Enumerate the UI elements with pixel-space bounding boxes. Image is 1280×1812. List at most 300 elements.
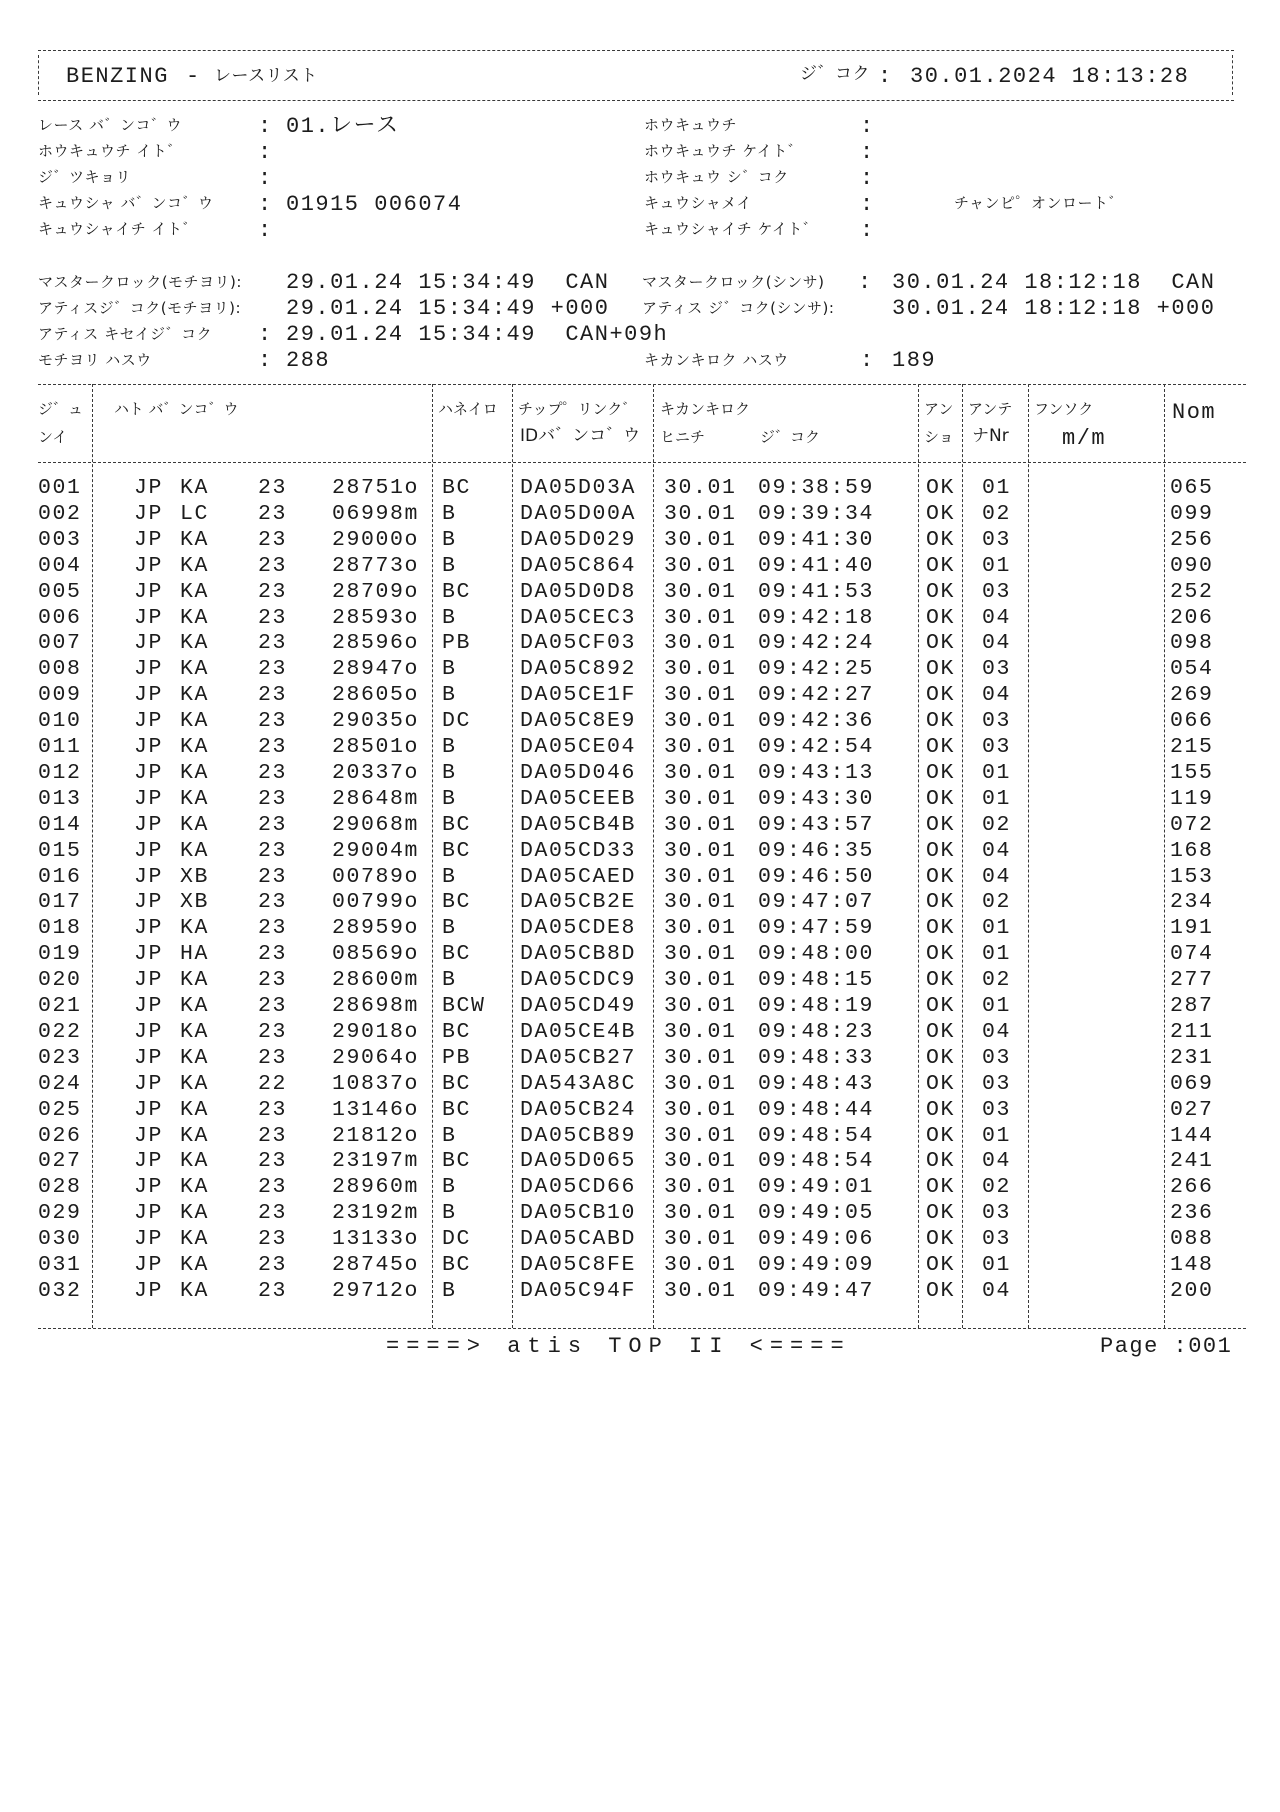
list-title: レースリスト: [214, 66, 318, 86]
cell-time: 09:48:43: [758, 1071, 875, 1096]
cell-date: 30.01: [664, 1227, 737, 1252]
table-row: [0, 786, 1280, 815]
header-left-bar: [38, 55, 39, 95]
cell-time: 09:42:24: [758, 631, 875, 656]
actual-distance-colon: :: [258, 166, 273, 191]
cell-ring: 29000o: [332, 527, 420, 552]
recorded-count-label: キカンキロク ハスウ: [644, 351, 789, 369]
cell-chip: DA05C864: [520, 553, 637, 578]
atis-time-set-value: 30.01.24 18:12:18 +000: [892, 296, 1216, 321]
cell-ant: 04: [982, 631, 1012, 656]
system-footer: ====> atis TOP II <====: [386, 1334, 851, 1359]
header-timestamp: 30.01.2024 18:13:28: [910, 64, 1190, 89]
table-row: [0, 918, 1280, 944]
cell-time: 09:41:30: [758, 527, 875, 552]
cell-chip: DA05CB2E: [520, 890, 637, 915]
cell-year: 23: [258, 890, 288, 915]
cell-color: B: [442, 968, 457, 993]
cell-nom: 144: [1170, 1123, 1214, 1148]
cell-time: 09:46:50: [758, 864, 875, 889]
cell-year: 23: [258, 657, 288, 682]
cell-year: 23: [258, 1278, 288, 1303]
cell-time: 09:41:40: [758, 553, 875, 578]
cell-ant: 04: [982, 838, 1012, 863]
cell-country: JP: [134, 579, 164, 604]
master-clock-home-value: 29.01.24 15:34:49 CAN: [286, 270, 610, 295]
cell-status: OK: [926, 1071, 956, 1096]
cell-date: 30.01: [664, 631, 737, 656]
cell-ant: 03: [982, 1071, 1012, 1096]
header-top-rule: [38, 50, 1234, 51]
cell-chip: DA05CD33: [520, 838, 637, 863]
cell-ant: 03: [982, 1201, 1012, 1226]
cell-status: OK: [926, 890, 956, 915]
release-time-colon: :: [860, 166, 875, 191]
loft-location-colon: :: [258, 218, 273, 243]
cell-chip: DA05CB24: [520, 1097, 637, 1122]
cell-ant: 04: [982, 864, 1012, 889]
cell-color: B: [442, 1201, 457, 1226]
atis-standard-time-colon: :: [258, 322, 273, 347]
cell-status: OK: [926, 1175, 956, 1200]
time-colon: :: [878, 64, 893, 89]
cell-time: 09:49:05: [758, 1201, 875, 1226]
cell-country: JP: [134, 1253, 164, 1277]
table-row: [0, 892, 1280, 918]
cell-time: 09:42:54: [758, 735, 875, 759]
cell-time: 09:48:23: [758, 1019, 875, 1044]
cell-ring: 28959o: [332, 916, 420, 941]
table-row: [0, 579, 1280, 608]
cell-year: 23: [258, 1253, 288, 1277]
cell-club: KA: [180, 1201, 210, 1226]
cell-chip: DA05D03A: [520, 476, 637, 500]
cell-color: BC: [442, 942, 472, 967]
cell-color: B: [442, 916, 457, 941]
cell-date: 30.01: [664, 890, 737, 915]
cell-chip: DA05CE4B: [520, 1019, 637, 1044]
cell-ring: 28960m: [332, 1175, 420, 1200]
cell-date: 30.01: [664, 942, 737, 967]
cell-club: KA: [180, 1071, 210, 1096]
cell-date: 30.01: [664, 579, 737, 604]
table-row: [0, 685, 1280, 711]
cell-country: JP: [134, 657, 164, 682]
release-site-longitude-colon: :: [860, 140, 875, 165]
table-bottom-rule: [38, 1328, 1246, 1329]
cell-country: JP: [134, 709, 164, 734]
cell-year: 23: [258, 1175, 288, 1200]
cell-ring: 29018o: [332, 1019, 420, 1044]
cell-color: BC: [442, 1149, 472, 1174]
cell-ring: 00789o: [332, 864, 420, 889]
cell-club: KA: [180, 968, 210, 993]
cell-year: 23: [258, 476, 288, 500]
cell-club: KA: [180, 683, 210, 708]
cell-nom: 099: [1170, 501, 1214, 526]
cell-ant: 04: [982, 605, 1012, 630]
cell-year: 23: [258, 1045, 288, 1070]
cell-club: KA: [180, 476, 210, 500]
cell-nom: 191: [1170, 916, 1214, 941]
col-speed-head-1: フンソク: [1034, 400, 1094, 418]
cell-ant: 03: [982, 1097, 1012, 1122]
table-header-rule: [38, 462, 1246, 463]
loft-name-label: キュウシャメイ: [644, 194, 752, 212]
cell-status: OK: [926, 760, 956, 785]
cell-nom: 200: [1170, 1278, 1214, 1303]
table-row: [0, 1177, 1280, 1203]
cell-date: 30.01: [664, 1149, 737, 1174]
cell-nom: 236: [1170, 1201, 1214, 1226]
cell-status: OK: [926, 683, 956, 708]
table-row: [0, 737, 1280, 763]
cell-rank: 022: [38, 1019, 82, 1044]
cell-club: KA: [180, 1253, 210, 1277]
table-row: [0, 864, 1280, 893]
cell-nom: 287: [1170, 994, 1214, 1018]
cell-rank: 007: [38, 631, 82, 656]
col-rank-head-2: ンイ: [38, 428, 68, 446]
col-chip-head-1: チップ゜リンク゛: [518, 400, 638, 418]
cell-year: 23: [258, 786, 288, 811]
cell-club: HA: [180, 942, 210, 967]
loft-name-value: チャンピ゜オンロート゛: [954, 194, 1125, 212]
col-antenna-head-1: アンテ: [968, 400, 1013, 418]
cell-country: JP: [134, 1045, 164, 1070]
cell-club: KA: [180, 709, 210, 734]
cell-ring: 21812o: [332, 1123, 420, 1148]
col-date-head: ヒニチ: [660, 428, 706, 446]
cell-chip: DA05CABD: [520, 1227, 637, 1252]
master-clock-set-colon: :: [858, 270, 873, 295]
cell-ant: 03: [982, 527, 1012, 552]
cell-ant: 04: [982, 1019, 1012, 1044]
table-row: [0, 1123, 1280, 1152]
cell-date: 30.01: [664, 760, 737, 785]
table-row: [0, 760, 1280, 789]
cell-ring: 06998m: [332, 501, 420, 526]
race-number-colon: :: [258, 114, 273, 139]
cell-year: 23: [258, 605, 288, 630]
col-ring-head: ハト バ゛ンコ゛ウ: [114, 400, 239, 418]
cell-time: 09:48:15: [758, 968, 875, 993]
cell-ring: 28605o: [332, 683, 420, 708]
cell-time: 09:42:27: [758, 683, 875, 708]
cell-rank: 008: [38, 657, 82, 682]
cell-chip: DA05C8FE: [520, 1253, 637, 1277]
cell-ring: 23192m: [332, 1201, 420, 1226]
cell-rank: 029: [38, 1201, 82, 1226]
cell-time: 09:48:44: [758, 1097, 875, 1122]
cell-nom: 211: [1170, 1019, 1214, 1044]
cell-chip: DA05CD49: [520, 994, 637, 1018]
cell-time: 09:49:09: [758, 1253, 875, 1277]
cell-chip: DA05CB4B: [520, 812, 637, 837]
table-row: [0, 970, 1280, 996]
cell-rank: 021: [38, 994, 82, 1018]
cell-date: 30.01: [664, 1019, 737, 1044]
cell-ant: 04: [982, 1278, 1012, 1303]
cell-club: KA: [180, 579, 210, 604]
col-time-head: ジ゛コク: [760, 428, 821, 446]
cell-nom: 090: [1170, 553, 1214, 578]
cell-rank: 025: [38, 1097, 82, 1122]
cell-country: JP: [134, 735, 164, 759]
cell-time: 09:43:57: [758, 812, 875, 837]
loft-longitude-label: キュウシャイチ ケイト゛: [644, 220, 819, 238]
cell-color: BC: [442, 838, 472, 863]
table-row: [0, 501, 1280, 530]
col-record-head: キカンキロク: [660, 400, 751, 418]
loft-number-label: キュウシャ バ゛ンコ゛ウ: [38, 194, 214, 212]
cell-ring: 28947o: [332, 657, 420, 682]
cell-color: B: [442, 1278, 457, 1303]
cell-time: 09:47:59: [758, 916, 875, 941]
cell-color: BC: [442, 1097, 472, 1122]
cell-club: XB: [180, 890, 210, 915]
cell-ring: 28709o: [332, 579, 420, 604]
cell-nom: 256: [1170, 527, 1214, 552]
cell-ant: 01: [982, 916, 1012, 941]
cell-color: BCW: [442, 994, 486, 1018]
atis-time-set-label: アティス ジ゛コク(シンサ):: [642, 299, 835, 317]
cell-club: KA: [180, 1149, 210, 1174]
cell-rank: 005: [38, 579, 82, 604]
cell-status: OK: [926, 1097, 956, 1122]
cell-rank: 019: [38, 942, 82, 967]
cell-country: JP: [134, 1201, 164, 1226]
cell-nom: 098: [1170, 631, 1214, 656]
release-time-label: ホウキュウ シ゛コク: [644, 168, 789, 186]
cell-year: 23: [258, 709, 288, 734]
loft-number-colon: :: [258, 192, 273, 217]
cell-date: 30.01: [664, 812, 737, 837]
basketed-count-value: 288: [286, 348, 331, 373]
cell-club: KA: [180, 1227, 210, 1252]
cell-rank: 009: [38, 683, 82, 708]
table-row: [0, 996, 1280, 1022]
cell-ant: 04: [982, 1149, 1012, 1174]
cell-country: JP: [134, 683, 164, 708]
cell-time: 09:49:47: [758, 1278, 875, 1303]
cell-ant: 02: [982, 890, 1012, 915]
cell-year: 23: [258, 812, 288, 837]
cell-ring: 13133o: [332, 1227, 420, 1252]
loft-longitude-colon: :: [860, 218, 875, 243]
cell-nom: 155: [1170, 760, 1214, 785]
table-row: [0, 1071, 1280, 1100]
cell-chip: DA05CE1F: [520, 683, 637, 708]
cell-ring: 29035o: [332, 709, 420, 734]
table-row: [0, 1045, 1280, 1074]
cell-time: 09:48:54: [758, 1149, 875, 1174]
cell-time: 09:48:19: [758, 994, 875, 1018]
recorded-count-value: 189: [892, 348, 937, 373]
cell-chip: DA05CB8D: [520, 942, 637, 967]
cell-chip: DA05CB27: [520, 1045, 637, 1070]
cell-country: JP: [134, 812, 164, 837]
page-number: 001: [1188, 1334, 1233, 1359]
atis-standard-time-label: アティス キセイジ゛コク: [38, 325, 213, 343]
cell-chip: DA05D0D8: [520, 579, 637, 604]
cell-status: OK: [926, 527, 956, 552]
header-right-bar: [1232, 55, 1233, 95]
cell-ring: 28596o: [332, 631, 420, 656]
cell-rank: 013: [38, 786, 82, 811]
cell-ring: 10837o: [332, 1071, 420, 1096]
cell-status: OK: [926, 812, 956, 837]
cell-color: B: [442, 864, 457, 889]
cell-date: 30.01: [664, 916, 737, 941]
cell-color: BC: [442, 1071, 472, 1096]
cell-status: OK: [926, 864, 956, 889]
cell-rank: 018: [38, 916, 82, 941]
cell-chip: DA05CEC3: [520, 605, 637, 630]
cell-ring: 28745o: [332, 1253, 420, 1277]
cell-ring: 23197m: [332, 1149, 420, 1174]
cell-chip: DA05CEEB: [520, 786, 637, 811]
page-label: Page :: [1100, 1334, 1189, 1359]
basketed-count-label: モチヨリ ハスウ: [38, 351, 152, 369]
cell-nom: 072: [1170, 812, 1214, 837]
cell-date: 30.01: [664, 864, 737, 889]
cell-time: 09:42:36: [758, 709, 875, 734]
cell-year: 23: [258, 1227, 288, 1252]
cell-rank: 010: [38, 709, 82, 734]
cell-chip: DA543A8C: [520, 1071, 637, 1096]
header-bottom-rule: [38, 100, 1234, 101]
atis-standard-time-value: 29.01.24 15:34:49 CAN+09h: [286, 322, 669, 347]
col-color-head: ハネイロ: [438, 400, 498, 418]
cell-year: 23: [258, 864, 288, 889]
loft-name-colon: :: [860, 192, 875, 217]
cell-status: OK: [926, 916, 956, 941]
cell-country: JP: [134, 1071, 164, 1096]
cell-date: 30.01: [664, 1175, 737, 1200]
cell-status: OK: [926, 994, 956, 1018]
cell-year: 23: [258, 1019, 288, 1044]
cell-year: 23: [258, 631, 288, 656]
cell-date: 30.01: [664, 1253, 737, 1277]
cell-time: 09:48:00: [758, 942, 875, 967]
cell-time: 09:42:18: [758, 605, 875, 630]
master-clock-set-value: 30.01.24 18:12:18 CAN: [892, 270, 1216, 295]
cell-date: 30.01: [664, 527, 737, 552]
cell-nom: 277: [1170, 968, 1214, 993]
cell-rank: 006: [38, 605, 82, 630]
cell-ant: 01: [982, 942, 1012, 967]
col-ans-head-2: ショ: [924, 428, 954, 446]
cell-country: JP: [134, 942, 164, 967]
cell-club: KA: [180, 657, 210, 682]
cell-year: 23: [258, 968, 288, 993]
cell-status: OK: [926, 786, 956, 811]
cell-date: 30.01: [664, 709, 737, 734]
cell-ant: 01: [982, 1123, 1012, 1148]
cell-date: 30.01: [664, 1201, 737, 1226]
cell-status: OK: [926, 968, 956, 993]
cell-date: 30.01: [664, 476, 737, 500]
table-row: [0, 944, 1280, 970]
atis-time-home-value: 29.01.24 15:34:49 +000: [286, 296, 610, 321]
table-row: [0, 553, 1280, 582]
cell-ant: 01: [982, 786, 1012, 811]
cell-date: 30.01: [664, 735, 737, 759]
race-number-label: レース バ゛ンコ゛ウ: [38, 116, 183, 134]
cell-status: OK: [926, 657, 956, 682]
cell-date: 30.01: [664, 553, 737, 578]
table-row: [0, 527, 1280, 556]
cell-ant: 01: [982, 553, 1012, 578]
cell-club: KA: [180, 735, 210, 759]
cell-nom: 066: [1170, 709, 1214, 734]
cell-country: JP: [134, 968, 164, 993]
cell-status: OK: [926, 553, 956, 578]
cell-year: 23: [258, 735, 288, 759]
cell-nom: 148: [1170, 1253, 1214, 1277]
cell-color: PB: [442, 1045, 472, 1070]
cell-nom: 153: [1170, 864, 1214, 889]
cell-country: JP: [134, 890, 164, 915]
release-site-label: ホウキュウチ: [644, 116, 738, 134]
cell-year: 23: [258, 994, 288, 1018]
cell-country: JP: [134, 994, 164, 1018]
cell-club: KA: [180, 1045, 210, 1070]
table-row: [0, 605, 1280, 634]
col-nom-head: Nom: [1172, 400, 1217, 425]
cell-nom: 234: [1170, 890, 1214, 915]
cell-club: KA: [180, 1278, 210, 1303]
cell-nom: 241: [1170, 1149, 1214, 1174]
cell-chip: DA05CE04: [520, 735, 637, 759]
table-row: [0, 1229, 1280, 1255]
table-top-rule: [38, 384, 1246, 385]
cell-status: OK: [926, 1045, 956, 1070]
cell-rank: 030: [38, 1227, 82, 1252]
cell-time: 09:48:33: [758, 1045, 875, 1070]
cell-ring: 20337o: [332, 760, 420, 785]
cell-color: BC: [442, 812, 472, 837]
loft-number-value: 01915 006074: [286, 192, 463, 217]
cell-color: DC: [442, 709, 472, 734]
cell-ant: 02: [982, 501, 1012, 526]
cell-country: JP: [134, 916, 164, 941]
cell-country: JP: [134, 786, 164, 811]
cell-country: JP: [134, 527, 164, 552]
cell-chip: DA05C94F: [520, 1278, 637, 1303]
cell-rank: 023: [38, 1045, 82, 1070]
cell-year: 23: [258, 683, 288, 708]
cell-club: KA: [180, 812, 210, 837]
recorded-count-colon: :: [860, 348, 875, 373]
cell-time: 09:43:30: [758, 786, 875, 811]
cell-country: JP: [134, 838, 164, 863]
cell-time: 09:46:35: [758, 838, 875, 863]
cell-color: B: [442, 786, 457, 811]
cell-color: B: [442, 657, 457, 682]
cell-color: B: [442, 501, 457, 526]
cell-club: XB: [180, 864, 210, 889]
cell-ant: 02: [982, 1175, 1012, 1200]
cell-year: 23: [258, 553, 288, 578]
cell-status: OK: [926, 942, 956, 967]
table-row: [0, 711, 1280, 737]
cell-color: BC: [442, 890, 472, 915]
cell-ant: 01: [982, 760, 1012, 785]
cell-club: KA: [180, 786, 210, 811]
cell-rank: 028: [38, 1175, 82, 1200]
